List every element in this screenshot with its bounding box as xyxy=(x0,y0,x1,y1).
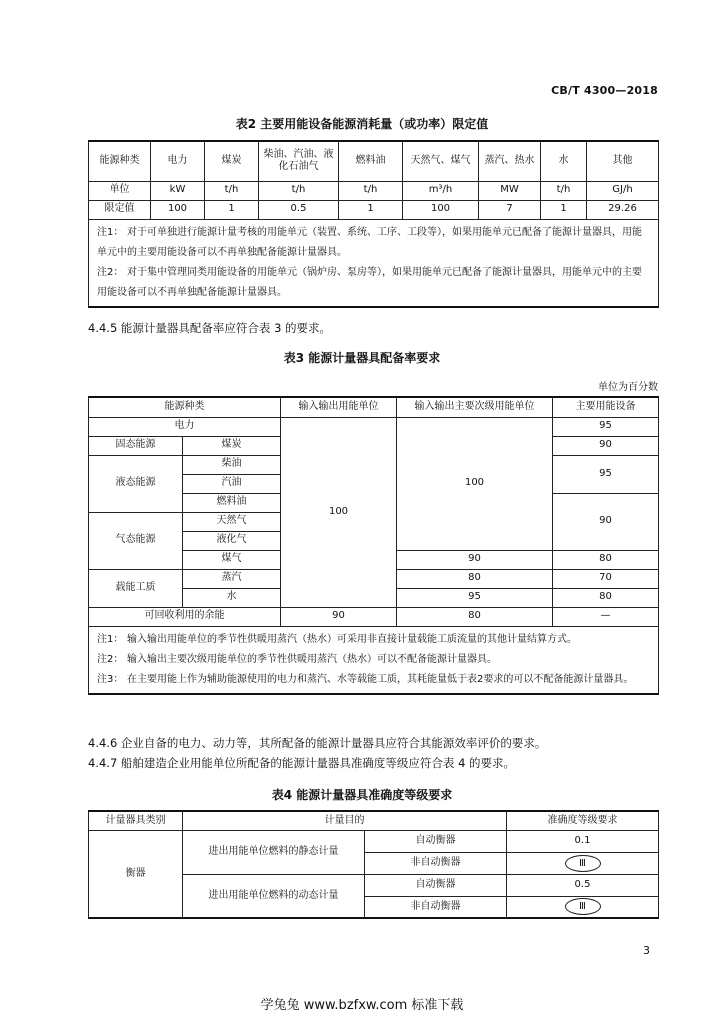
table4-header: 计量目的 xyxy=(183,811,507,830)
table4-scale-type: 非自动衡器 xyxy=(365,896,507,918)
table4-purpose: 进出用能单位燃料的动态计量 xyxy=(183,874,365,918)
clause-4-4-6: 4.4.6 企业自备的电力、动力等，其所配备的能源计量器具应符合其能源效率评价的要求。 xyxy=(88,736,547,750)
table2-cell: 1 xyxy=(541,200,587,219)
table2-cell: kW xyxy=(151,181,205,200)
table2-cell: 100 xyxy=(403,200,479,219)
table3-energy: 可回收利用的余能 xyxy=(89,607,281,626)
table4 xyxy=(88,810,659,919)
table2-cell: GJ/h xyxy=(587,181,659,200)
table3-energy: 柴油 xyxy=(183,455,281,474)
table2-cell: 1 xyxy=(339,200,403,219)
accuracy-class-badge: Ⅲ xyxy=(565,855,601,872)
table2-cell: t/h xyxy=(339,181,403,200)
table4-scale-type: 自动衡器 xyxy=(365,830,507,852)
table4-accuracy: 0.1 xyxy=(507,830,659,852)
table3-cell: 80 xyxy=(397,607,553,626)
table2-note: 注1： 对于可单独进行能源计量考核的用能单元（装置、系统、工序、工段等），如果用能单元已配备了能源计量器具，用能单元中的主要用能设备可以不再单独配备能源计量器具。 xyxy=(97,226,642,258)
table2-cell: 1 xyxy=(205,200,259,219)
table2-col-header: 煤炭 xyxy=(205,141,259,181)
table2-cell: t/h xyxy=(205,181,259,200)
table3-title: 表3 能源计量器具配备率要求 xyxy=(283,351,441,365)
table3-energy: 燃料油 xyxy=(183,493,281,512)
table3-energy: 电力 xyxy=(89,417,281,436)
table2-col-header: 电力 xyxy=(151,141,205,181)
table3-notes xyxy=(89,626,659,694)
table3-energy-group: 固态能源 xyxy=(89,436,183,455)
table2-col-header: 蒸汽、热水 xyxy=(479,141,541,181)
table2 xyxy=(88,140,659,308)
table2-col-header: 水 xyxy=(541,141,587,181)
table3-cell: 80 xyxy=(397,569,553,588)
table2-title: 表2 主要用能设备能源消耗量（或功率）限定值 xyxy=(235,117,489,131)
table4-accuracy: 0.5 xyxy=(507,874,659,896)
table2-cell: 7 xyxy=(479,200,541,219)
table3-cell: 90 xyxy=(281,607,397,626)
table3-energy-group: 气态能源 xyxy=(89,512,183,569)
table3-note: 注3： 在主要用能上作为辅助能源使用的电力和蒸汽、水等载能工质，其耗能量低于表2要求的可以不配备能源计量器具。 xyxy=(97,673,634,685)
table2-cell: 100 xyxy=(151,200,205,219)
table2-cell: 29.26 xyxy=(587,200,659,219)
table2-cell: m³/h xyxy=(403,181,479,200)
table4-accuracy-cell xyxy=(507,852,659,874)
table3-header: 输入输出主要次级用能单位 xyxy=(397,397,553,417)
table3-header: 能源种类 xyxy=(89,397,281,417)
table2-notes xyxy=(89,219,659,307)
table3-energy: 液化气 xyxy=(183,531,281,550)
table3-energy: 蒸汽 xyxy=(183,569,281,588)
footer-watermark: 学兔兔 www.bzfxw.com 标准下载 xyxy=(260,998,464,1013)
clause-4-4-5: 4.4.5 能源计量器具配备率应符合表 3 的要求。 xyxy=(88,321,332,335)
table2-row-header: 能源种类 xyxy=(89,141,151,181)
table3-cell: 70 xyxy=(553,569,659,588)
table2-cell: t/h xyxy=(259,181,339,200)
table4-title: 表4 能源计量器具准确度等级要求 xyxy=(271,788,453,802)
table3-cell: 95 xyxy=(397,588,553,607)
table2-cell: MW xyxy=(479,181,541,200)
table2-cell: t/h xyxy=(541,181,587,200)
table2-col-header: 天然气、煤气 xyxy=(403,141,479,181)
table3-energy: 煤气 xyxy=(183,550,281,569)
table2-col-header: 其他 xyxy=(587,141,659,181)
table3-header: 输入输出用能单位 xyxy=(281,397,397,417)
table3-unit-note: 单位为百分数 xyxy=(598,382,658,393)
table3-cell: — xyxy=(553,607,659,626)
table2-unit-label: 单位 xyxy=(89,181,151,200)
table4-category: 衡器 xyxy=(89,830,183,918)
table3-cell: 90 xyxy=(553,493,659,550)
table2-note: 注2： 对于集中管理同类用能设备的用能单元（锅炉房、泵房等），如果用能单元已配备了能源计量器具，用能单元中的主要用能设备可以不再单独配备能源计量器具。 xyxy=(97,266,642,298)
table4-purpose: 进出用能单位燃料的静态计量 xyxy=(183,830,365,874)
table3-energy-group: 载能工质 xyxy=(89,569,183,607)
table2-col-header: 燃料油 xyxy=(339,141,403,181)
table4-scale-type: 非自动衡器 xyxy=(365,852,507,874)
table3-note: 注1： 输入输出用能单位的季节性供暖用蒸汽（热水）可采用非直接计量载能工质流量的其他计量结算方式。 xyxy=(97,633,577,645)
table3-header: 主要用能设备 xyxy=(553,397,659,417)
table3 xyxy=(88,396,659,695)
clause-4-4-7: 4.4.7 船舶建造企业用能单位所配备的能源计量器具准确度等级应符合表 4 的要求。 xyxy=(88,756,516,770)
table4-scale-type: 自动衡器 xyxy=(365,874,507,896)
table3-cell: 95 xyxy=(553,455,659,493)
table3-cell: 80 xyxy=(553,550,659,569)
table2-col-header: 柴油、汽油、液化石油气 xyxy=(259,141,339,181)
table3-cell: 90 xyxy=(397,550,553,569)
table3-cell: 80 xyxy=(553,588,659,607)
table2-cell: 0.5 xyxy=(259,200,339,219)
table3-cell: 90 xyxy=(553,436,659,455)
table4-accuracy-cell xyxy=(507,896,659,918)
table3-energy: 天然气 xyxy=(183,512,281,531)
table3-energy: 汽油 xyxy=(183,474,281,493)
table3-cell: 95 xyxy=(553,417,659,436)
table3-energy: 煤炭 xyxy=(183,436,281,455)
accuracy-class-badge: Ⅲ xyxy=(565,898,601,915)
table2-limit-label: 限定值 xyxy=(89,200,151,219)
table4-header: 计量器具类别 xyxy=(89,811,183,830)
table3-note: 注2： 输入输出主要次级用能单位的季节性供暖用蒸汽（热水）可以不配备能源计量器具。 xyxy=(97,653,497,665)
table3-cell: 100 xyxy=(397,417,553,550)
standard-number: CB/T 4300—2018 xyxy=(551,84,658,97)
table3-cell: 100 xyxy=(281,417,397,607)
table4-header: 准确度等级要求 xyxy=(507,811,659,830)
table3-energy-group: 液态能源 xyxy=(89,455,183,512)
page-number: 3 xyxy=(643,944,650,957)
table3-energy: 水 xyxy=(183,588,281,607)
